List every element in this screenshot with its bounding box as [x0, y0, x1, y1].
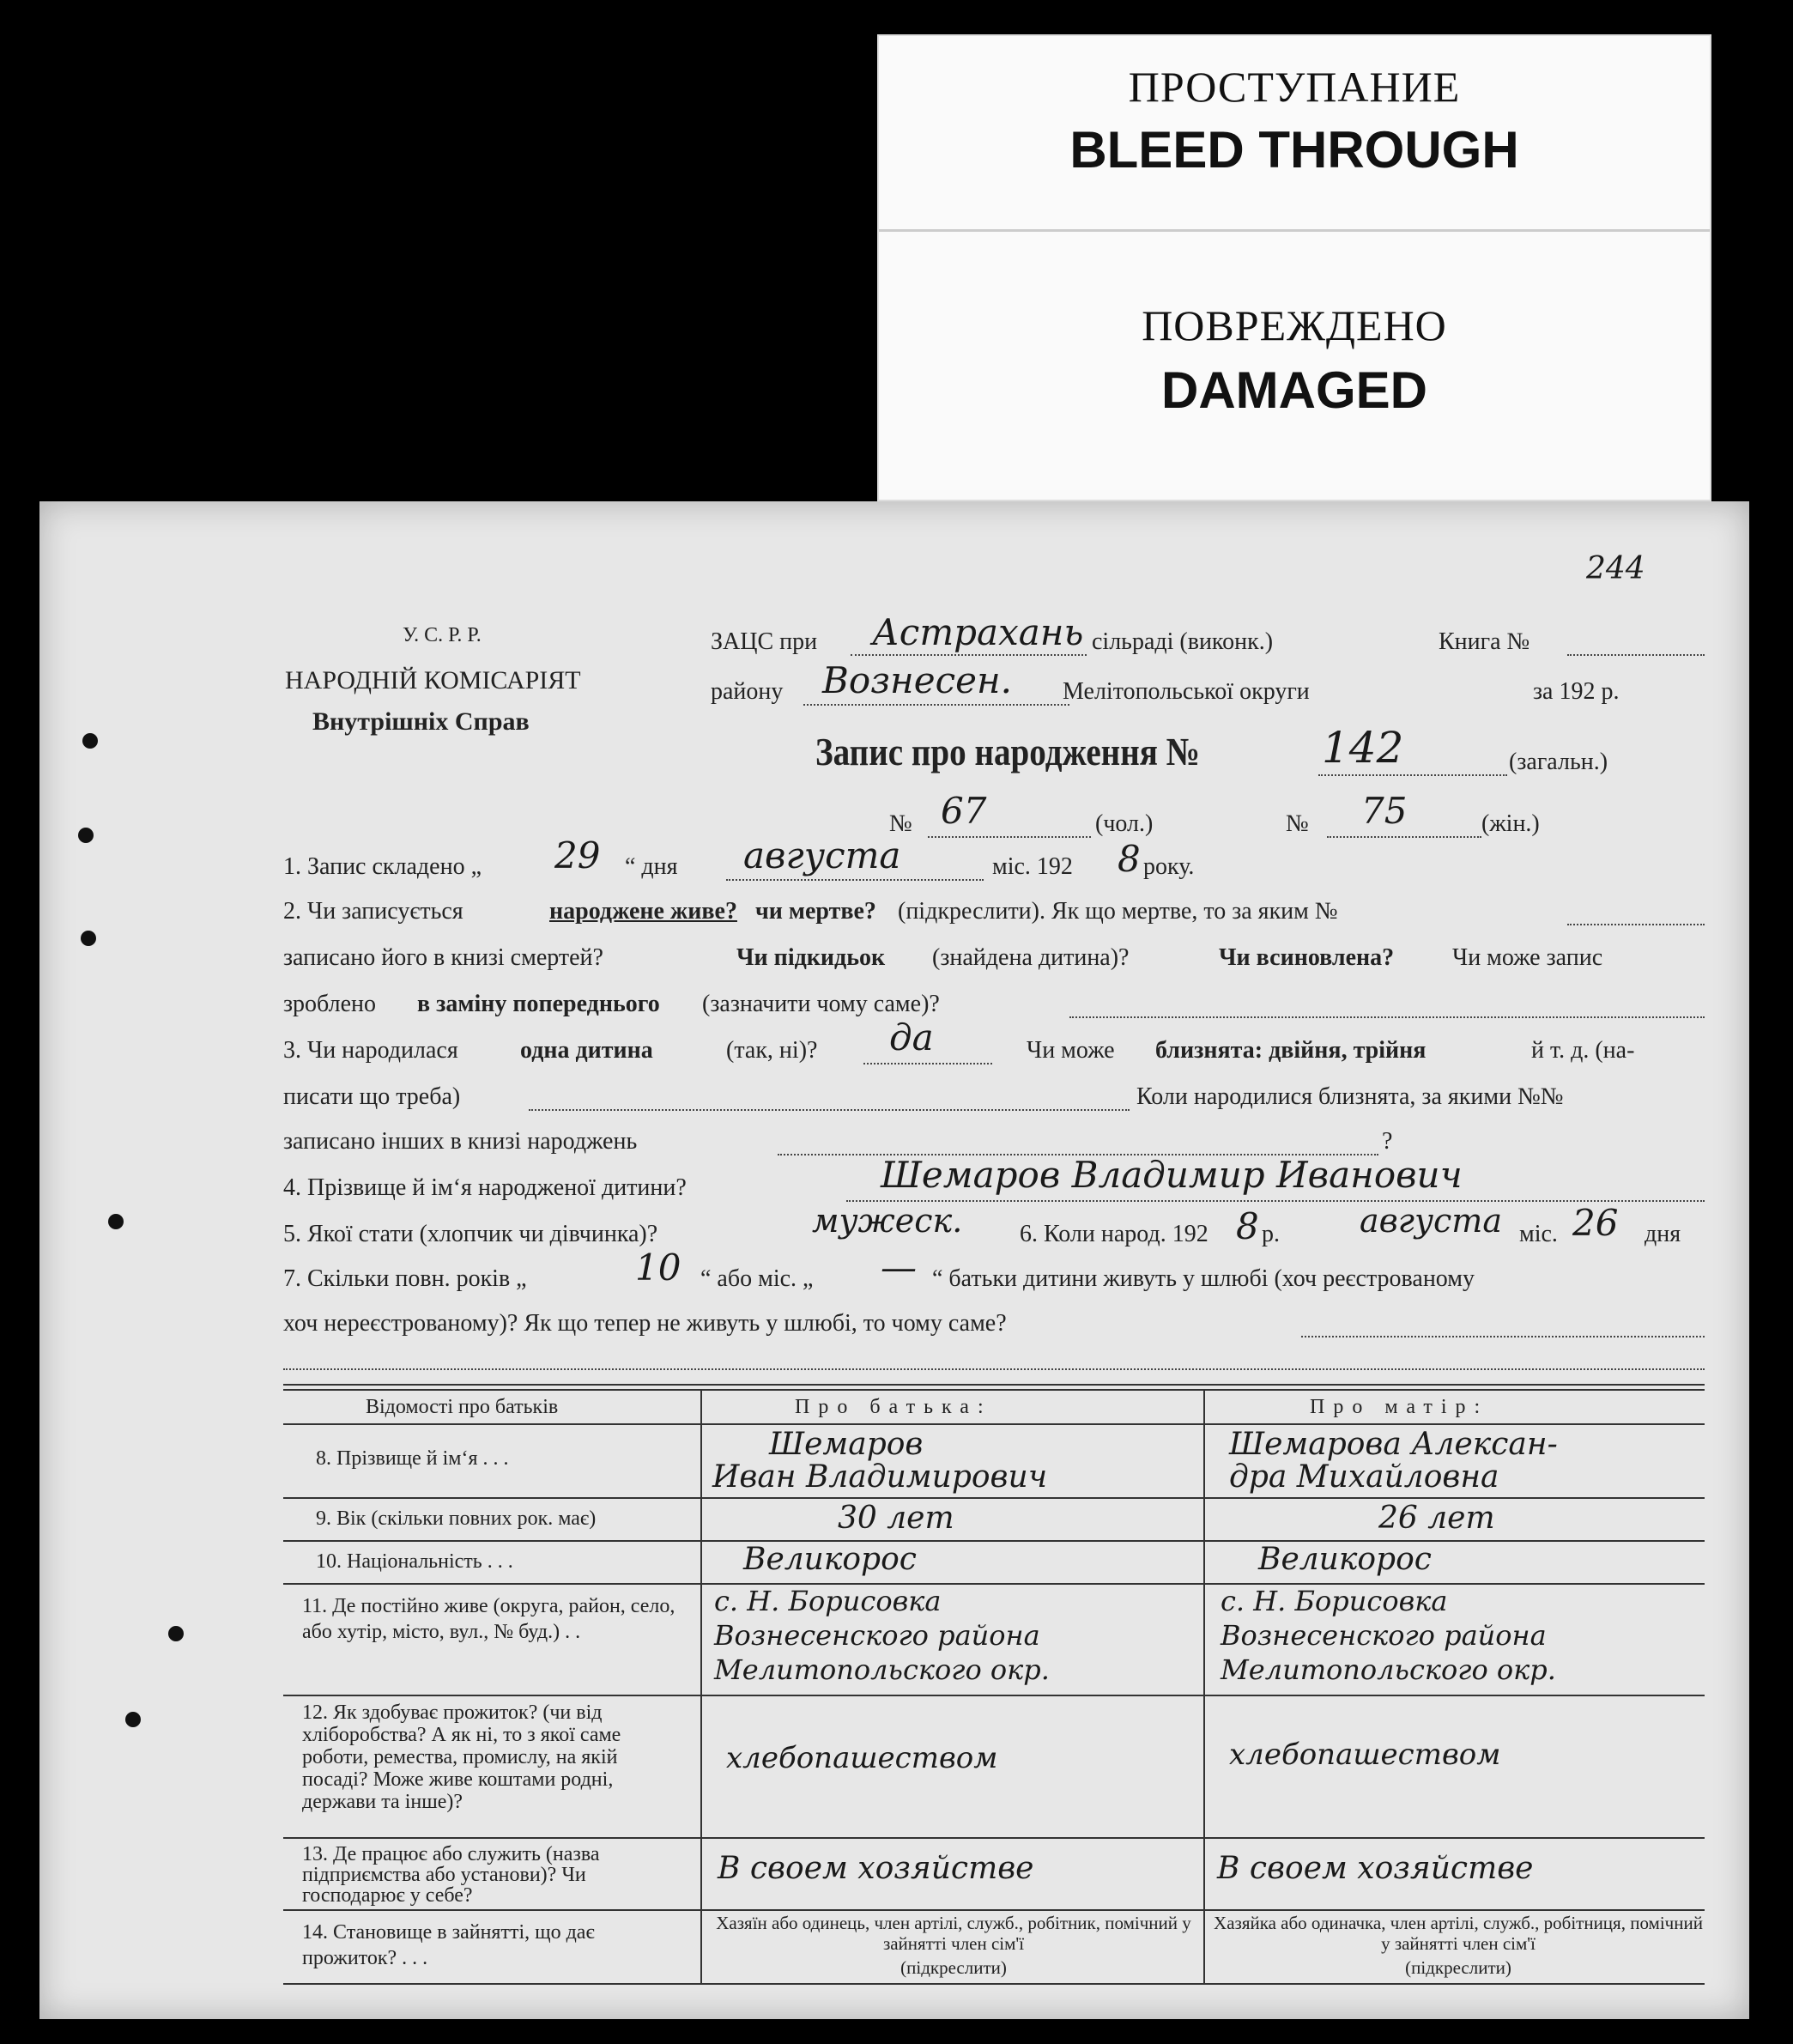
- row13-father: В своем хозяйстве: [718, 1851, 1034, 1886]
- label-top-ru: ПРОСТУПАНИЕ: [1128, 63, 1461, 111]
- row8-father-2: Иван Владимирович: [712, 1459, 1048, 1495]
- row14-father-note: (підкреслити): [900, 1957, 1007, 1978]
- zags-prefix: ЗАЦС при: [711, 628, 818, 655]
- q2-line3-c: (зазначити чому саме)?: [702, 991, 940, 1017]
- q7-months: —: [881, 1246, 917, 1289]
- row8-father-1: Шемаров: [769, 1427, 924, 1462]
- male-number-label: №: [889, 810, 912, 837]
- q6-r: р.: [1262, 1221, 1280, 1247]
- district-suffix: Мелітопольської округи: [1063, 678, 1310, 705]
- female-number-label: №: [1286, 810, 1309, 837]
- row13-mother: В своем хозяйстве: [1217, 1851, 1534, 1886]
- row10-label: 10. Національність . . .: [316, 1550, 513, 1573]
- q1-suffix: року.: [1143, 853, 1195, 880]
- district-value: Вознесен.: [822, 659, 1012, 701]
- row14-mother-options: Хазяйка або одиначка, член артілі, служб., робітниця, помічний у зайнятті член сім'ї: [1214, 1913, 1703, 1954]
- row11-mother-3: Мелитопольского окр.: [1221, 1653, 1556, 1686]
- punch-hole: [82, 733, 98, 749]
- female-number-value: 75: [1361, 790, 1408, 832]
- row10-father: Великорос: [743, 1542, 917, 1577]
- table-header-mother: Про матір:: [1310, 1396, 1489, 1418]
- q3-line2-a: писати що треба): [283, 1083, 461, 1110]
- header-internal-affairs: Внутрішніх Справ: [312, 707, 530, 736]
- q4-label: 4. Прізвище й ім‘я народженої дитини?: [283, 1174, 687, 1201]
- q2-line1-c: чи мертве?: [755, 898, 876, 925]
- row11-label: 11. Де постійно живе (округа, район, село, або хутір, місто, вул., № буд.) . .: [302, 1595, 675, 1643]
- row11-mother-1: с. Н. Борисовка: [1221, 1585, 1448, 1617]
- q2-line3-b: в заміну попереднього: [417, 991, 660, 1017]
- q7-years: 10: [635, 1246, 681, 1289]
- q2-line1-a: 2. Чи записується: [283, 898, 463, 925]
- q2-line2-a: записано його в книзі смертей?: [283, 944, 603, 971]
- punch-hole: [81, 931, 96, 946]
- q3-line1-d: Чи може: [1027, 1037, 1115, 1064]
- label-bottom-en: DAMAGED: [1161, 361, 1427, 419]
- q2-line3-a: зроблено: [283, 991, 376, 1017]
- year-label: за 192 р.: [1533, 678, 1620, 705]
- q6-dnya: дня: [1645, 1221, 1681, 1247]
- row12-father: хлебопашеством: [726, 1741, 998, 1775]
- row8-mother-1: Шемарова Алексан-: [1229, 1427, 1558, 1462]
- birth-record-page: [39, 501, 1749, 2019]
- male-number-suffix: (чол.): [1095, 810, 1154, 837]
- q1-month: августа: [743, 834, 901, 876]
- record-general-label: (загальн.): [1509, 749, 1608, 775]
- q7-line1-c: “ батьки дитини живуть у шлюбі (хоч реєстрованому: [932, 1265, 1475, 1292]
- q2-line2-c: (знайдена дитина)?: [932, 944, 1130, 971]
- header-commissariat: НАРОДНІЙ КОМІСАРІЯТ: [285, 666, 581, 694]
- q3-line1-e: близнята: двійня, трійня: [1155, 1037, 1427, 1064]
- q3-line1-f: й т. д. (на-: [1531, 1037, 1635, 1064]
- row14-father-options: Хазяїн або одинець, член артілі, служб., робітник, помічний у зайнятті член сім'ї: [716, 1913, 1191, 1954]
- row9-label: 9. Вік (скільки повних рок. має): [316, 1507, 597, 1530]
- row9-mother: 26 лет: [1378, 1501, 1495, 1536]
- label-divider: [879, 229, 1710, 232]
- q6-day: 26: [1572, 1202, 1619, 1244]
- row12-label: 12. Як здобуває прожиток? (чи від хліборобства? А як ні, то з якої саме роботи, ремества, промислу, на якій посаді? Може живе коштами родні, держави та інше)?: [302, 1701, 621, 1813]
- zags-suffix: сільраді (виконк.): [1092, 628, 1274, 655]
- q1-mid2: міс. 192: [992, 853, 1073, 880]
- q4-answer: Шемаров Владимир Иванович: [881, 1154, 1463, 1196]
- q3-line1-a: 3. Чи народилася: [283, 1037, 458, 1064]
- q3-line3-b: ?: [1382, 1128, 1393, 1155]
- q2-line1-d: (підкреслити). Як що мертве, то за яким №: [898, 898, 1338, 925]
- row14-mother-note: (підкреслити): [1405, 1957, 1511, 1978]
- q7-line2: хоч нереєстрованому)? Як що тепер не живуть у шлюбі, то чому саме?: [283, 1310, 1007, 1337]
- q3-line3-a: записано інших в книзі народжень: [283, 1128, 638, 1155]
- label-top-en: BLEED THROUGH: [1069, 121, 1519, 179]
- q1-year-digit: 8: [1118, 838, 1141, 880]
- table-header-info: Відомості про батьків: [366, 1396, 559, 1418]
- book-label: Книга №: [1439, 628, 1530, 655]
- row11-father-2: Вознесенского района: [714, 1619, 1040, 1652]
- q6-label: 6. Коли народ. 192: [1020, 1221, 1208, 1247]
- page-number: 244: [1586, 551, 1645, 586]
- q5-label: 5. Якої стати (хлопчик чи дівчинка)?: [283, 1221, 658, 1247]
- q3-line2-b: Коли народилися близнята, за якими №№: [1136, 1083, 1564, 1110]
- q3-line1-b: одна дитина: [520, 1037, 653, 1064]
- q2-line2-b: Чи підкидьок: [736, 944, 886, 971]
- district-prefix: району: [711, 678, 784, 705]
- punch-hole: [168, 1626, 184, 1641]
- q2-line2-e: Чи може запис: [1452, 944, 1603, 971]
- row11-father-3: Мелитопольского окр.: [714, 1653, 1050, 1686]
- q6-year-digit: 8: [1236, 1205, 1259, 1247]
- row12-mother: хлебопашеством: [1229, 1738, 1501, 1772]
- row11-mother-2: Вознесенского района: [1221, 1619, 1547, 1652]
- zags-value: Астрахань: [872, 611, 1084, 653]
- q6-month: августа: [1360, 1202, 1502, 1240]
- female-number-suffix: (жін.): [1481, 810, 1540, 837]
- q7-line1-b: “ або міс. „: [700, 1265, 814, 1292]
- q1-day: 29: [554, 834, 601, 876]
- q2-line1-b: народжене живе?: [549, 898, 737, 925]
- header-ussr: У. С. Р. Р.: [403, 624, 482, 646]
- row9-father: 30 лет: [838, 1501, 954, 1536]
- q5-answer: мужеск.: [812, 1202, 963, 1240]
- row8-mother-2: дра Михайловна: [1229, 1459, 1499, 1495]
- q3-answer: да: [889, 1016, 934, 1058]
- q6-mis: міс.: [1519, 1221, 1558, 1247]
- punch-hole: [108, 1214, 124, 1229]
- male-number-value: 67: [941, 790, 987, 832]
- row8-label: 8. Прізвище й ім‘я . . .: [316, 1447, 509, 1470]
- record-number: 142: [1322, 723, 1404, 773]
- archive-label-card: [877, 34, 1711, 501]
- record-title: Запис про народження №: [815, 730, 1200, 773]
- row13-label: 13. Де працює або служить (назва підприємства або установи)? Чи господарює у себе?: [302, 1843, 600, 1907]
- row14-label: 14. Становище в зайнятті, що дає прожиток? . . .: [302, 1921, 595, 1969]
- q1-prefix: 1. Запис складено „: [283, 853, 482, 880]
- q3-line1-c: (так, ні)?: [726, 1037, 818, 1064]
- q7-line1-a: 7. Скільки повн. років „: [283, 1265, 527, 1292]
- punch-hole: [125, 1712, 141, 1727]
- row11-father-1: с. Н. Борисовка: [714, 1585, 942, 1617]
- q2-line2-d: Чи всиновлена?: [1219, 944, 1395, 971]
- table-header-father: Про батька:: [795, 1396, 992, 1418]
- punch-hole: [78, 828, 94, 843]
- label-bottom-ru: ПОВРЕЖДЕНО: [1142, 301, 1447, 349]
- q1-mid1: “ дня: [625, 853, 678, 880]
- row10-mother: Великорос: [1258, 1542, 1432, 1577]
